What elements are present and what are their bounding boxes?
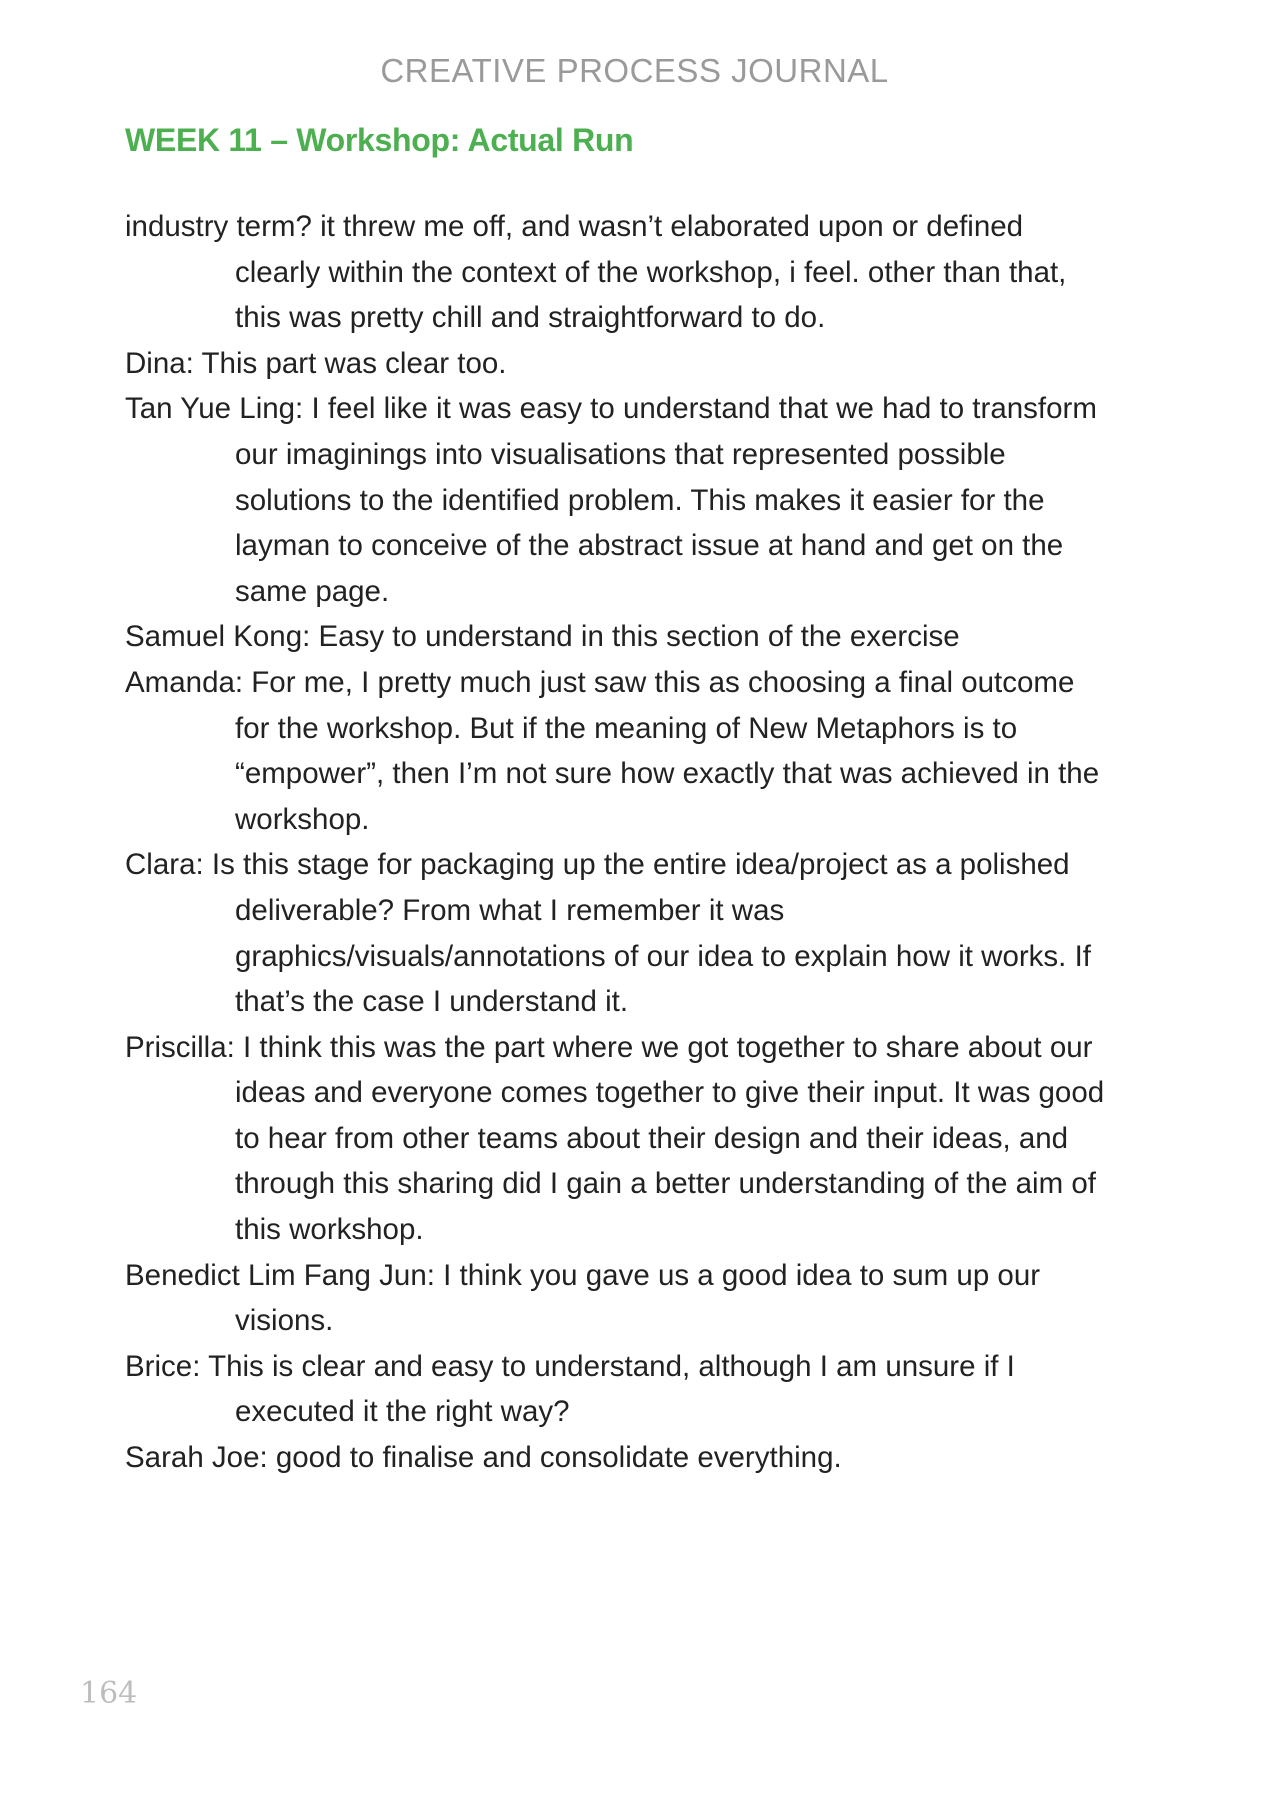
comment-dina: Dina: This part was clear too.: [125, 346, 507, 380]
running-header: CREATIVE PROCESS JOURNAL: [380, 52, 889, 89]
comment-priscilla: Priscilla: I think this was the part where we got together to share about our ideas and everyone comes together to give their input. It was good to hear from other teams about their design and their ideas, and through this sharing did I gain a better understanding of the aim of this workshop.: [125, 1030, 1105, 1247]
section-heading: WEEK 11 – Workshop: Actual Run: [125, 122, 634, 158]
comment-benedict: Benedict Lim Fang Jun: I think you gave us a good idea to sum up our visions.: [125, 1258, 1041, 1338]
comment-amanda: Amanda: For me, I pretty much just saw this as choosing a final outcome for the workshop. But if the meaning of New Metaphors is to “empower”, then I’m not sure how exactly that was achieved in the workshop.: [125, 665, 1100, 836]
paragraph-continuation: industry term? it threw me off, and wasn’t elaborated upon or defined clearly within the context of the workshop, i feel. other than that, this was pretty chill and straightforward to do.: [125, 210, 1067, 335]
comment-clara: Clara: Is this stage for packaging up the entire idea/project as a polished deliverable? From what I remember it was graphics/visuals/annotations of our idea to explain how it works. If that’s the case I understand it.: [125, 848, 1091, 1019]
comment-samuel-kong: Samuel Kong: Easy to understand in this section of the exercise: [125, 620, 960, 654]
comment-tan-yue-ling: Tan Yue Ling: I feel like it was easy to understand that we had to transform our imaginings into visualisations that represented possible solutions to the identified problem. This makes it easier for the layman to conceive of the abstract issue at hand and get on the same page.: [125, 392, 1097, 608]
comment-sarah-joe: Sarah Joe: good to finalise and consolidate everything.: [125, 1441, 842, 1475]
comment-brice: Brice: This is clear and easy to understand, although I am unsure if I executed it the right way?: [125, 1349, 1015, 1429]
page-number: 164: [80, 1676, 138, 1711]
body-text: [125, 204, 1105, 1481]
